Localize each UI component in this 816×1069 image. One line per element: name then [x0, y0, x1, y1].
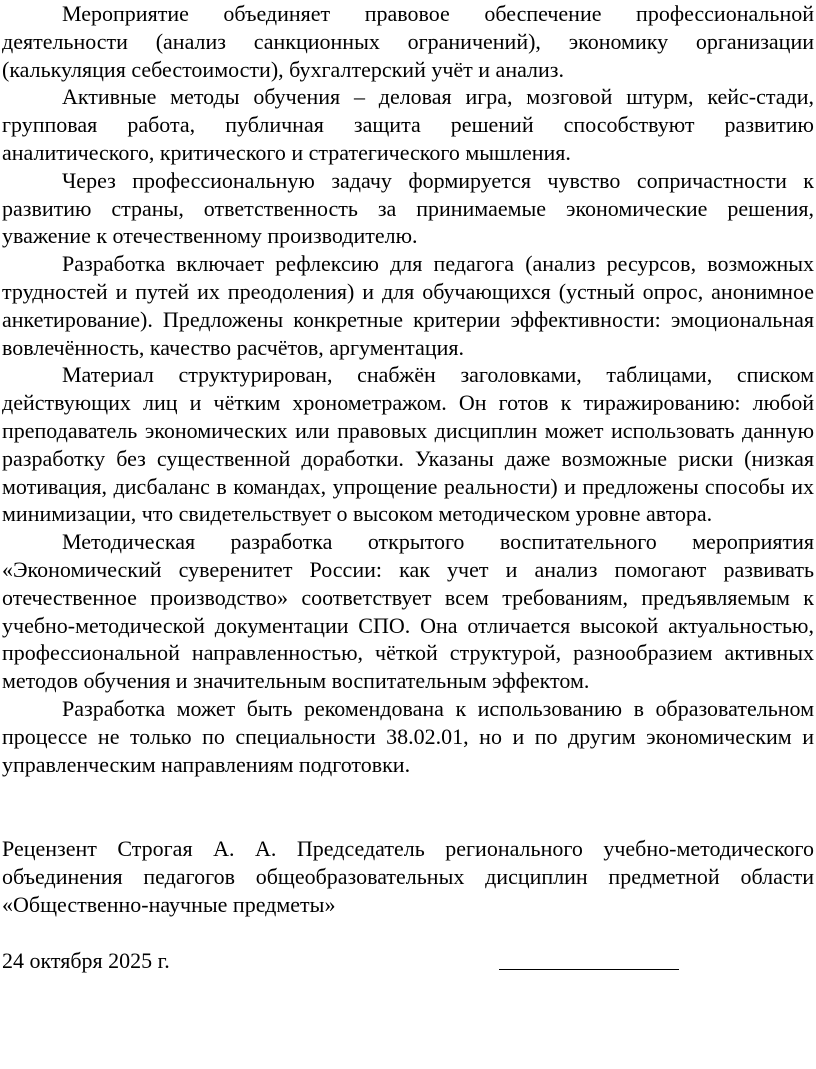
paragraph-conclusion: Методическая разработка открытого воспитательного мероприятия «Экономический суверенитет России: как учет и анализ помогают развивать отечественное производство» соответствует всем требованиям, предъявляемым к учебно-методической документации СПО. Она отличается высокой актуальностью, профессиональной направленностью, чёткой структурой, разнообразием активных методов обучения и значительным воспитательным эффектом. [2, 529, 814, 694]
signature-line [499, 969, 679, 970]
paragraph-reflection: Разработка включает рефлексию для педагога (анализ ресурсов, возможных трудностей и путей их преодоления) и для обучающихся (устный опрос, анонимное анкетирование). Предложены конкретные критерии эффективности: эмоциональная вовлечённость, качество расчётов, аргументация. [2, 251, 814, 360]
paragraph-active-methods: Активные методы обучения – деловая игра, мозговой штурм, кейс-стади, групповая работа, публичная защита решений способствуют развитию аналитического, критического и стратегического мышления. [2, 84, 814, 165]
paragraph-professional-task: Через профессиональную задачу формируется чувство сопричастности к развитию страны, ответственность за принимаемые экономические решения, уважение к отечественному производителю. [2, 167, 814, 249]
reviewer-info: Рецензент Строгая А. А. Председатель регионального учебно-методического объединения педагогов общеобразовательных дисциплин предметной области «Общественно-научные предметы» [2, 836, 814, 917]
review-date: 24 октября 2025 г. [2, 947, 170, 973]
paragraph-integration: Мероприятие объединяет правовое обеспечение профессиональной деятельности (анализ санкционных ограничений), экономику организации (калькуляция себестоимости), бухгалтерский учёт и анализ. [2, 1, 814, 82]
paragraph-recommendation: Разработка может быть рекомендована к использованию в образовательном процессе не только по специальности 38.02.01, но и по другим экономическим и управленческим направлениям подготовки. [2, 695, 814, 777]
paragraph-structure: Материал структурирован, снабжён заголовками, таблицами, списком действующих лиц и чётким хронометражом. Он готов к тиражированию: любой преподаватель экономических или правовых дисциплин может использовать данную разработку без существенной доработки. Указаны даже возможные риски (низкая мотивация, дисбаланс в командах, упрощение реальности) и предложены способы их минимизации, что свидетельствует о высоком методическом уровне автора. [2, 362, 814, 527]
signature-row [2, 947, 814, 975]
document-page [2, 0, 814, 975]
